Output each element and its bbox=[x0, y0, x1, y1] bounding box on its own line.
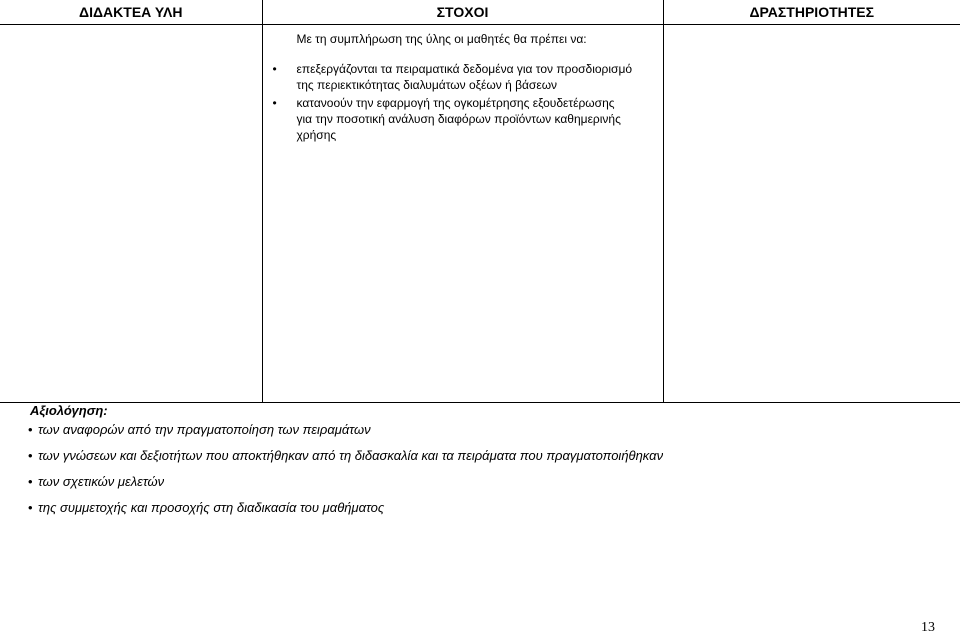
activities-cell bbox=[663, 25, 960, 403]
assessment-item bbox=[28, 448, 664, 464]
goal-item bbox=[272, 61, 663, 93]
assessment-text: των γνώσεων και δεξιοτήτων που αποκτήθηκαν από τη διδασκαλία και τα πειράματα που πραγματοποιήθηκαν bbox=[38, 448, 664, 463]
bullet-icon: • bbox=[272, 96, 277, 110]
header-goals: ΣΤΟΧΟΙ bbox=[262, 0, 663, 25]
goal-text: κατανοούν την εφαρμογή της ογκομέτρησης εξουδετέρωσης για την ποσοτική ανάλυση διαφόρων προϊόντων καθημερινής χρήσης bbox=[296, 96, 621, 142]
table-row bbox=[0, 25, 960, 403]
assessment-item bbox=[28, 474, 663, 490]
assessment-list bbox=[30, 422, 663, 516]
goal-item bbox=[272, 95, 663, 143]
goals-cell bbox=[262, 25, 663, 403]
assessment-item bbox=[28, 500, 663, 516]
goals-list bbox=[272, 61, 663, 143]
assessment-text: της συμμετοχής και προσοχής στη διαδικασία του μαθήματος bbox=[38, 500, 385, 515]
goals-intro: Με τη συμπλήρωση της ύλης οι μαθητές θα πρέπει να: bbox=[296, 32, 587, 46]
goals-content bbox=[263, 25, 663, 143]
bullet-icon: • bbox=[28, 448, 33, 463]
header-activities: ΔΡΑΣΤΗΡΙΟΤΗΤΕΣ bbox=[663, 0, 960, 25]
bullet-icon: • bbox=[28, 422, 33, 437]
header-material: ΔΙΔΑΚΤΕΑ ΥΛΗ bbox=[0, 0, 262, 25]
assessment-heading: Αξιολόγηση: bbox=[30, 403, 108, 418]
bullet-icon: • bbox=[28, 500, 33, 515]
assessment-text: των σχετικών μελετών bbox=[38, 474, 165, 489]
assessment-text: των αναφορών από την πραγματοποίηση των πειραμάτων bbox=[38, 422, 371, 437]
material-cell bbox=[0, 25, 262, 403]
bullet-icon: • bbox=[272, 62, 277, 76]
page-number: 13 bbox=[921, 620, 935, 635]
assessment-item bbox=[28, 422, 663, 438]
goal-text: επεξεργάζονται τα πειραματικά δεδομένα για τον προσδιορισμό της περιεκτικότητας διαλυμάτων οξέων ή βάσεων bbox=[296, 62, 633, 92]
table-header-row bbox=[0, 0, 960, 25]
assessment-section bbox=[30, 403, 663, 526]
bullet-icon: • bbox=[28, 474, 33, 489]
